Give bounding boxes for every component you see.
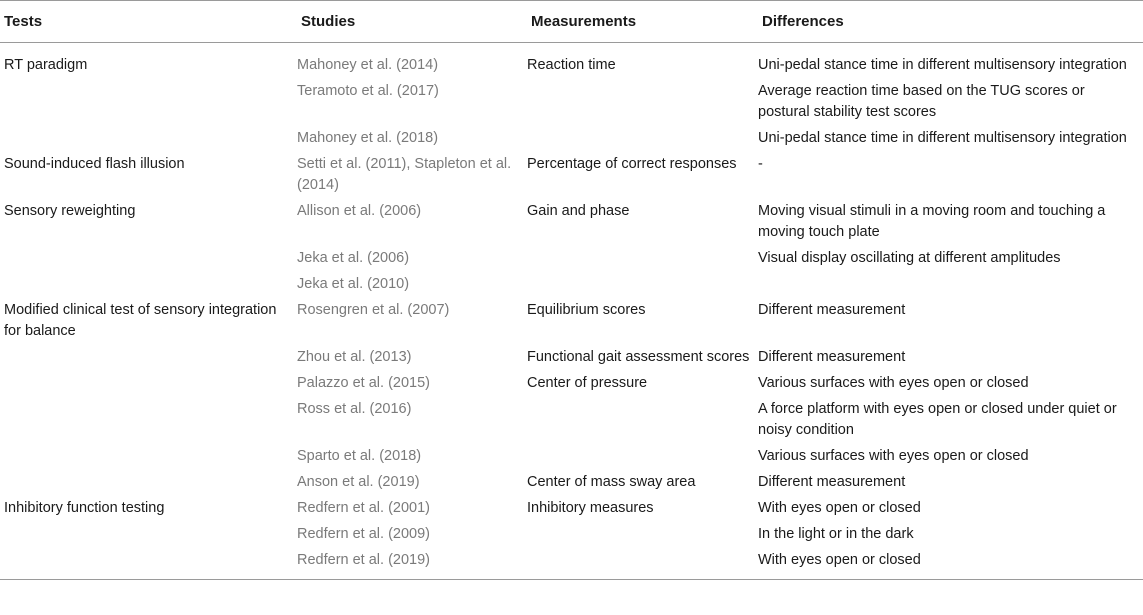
- difference-cell: Different measurement: [758, 349, 906, 365]
- study-cell: Palazzo et al. (2015): [297, 375, 430, 391]
- measurement-cell: Functional gait assessment scores: [527, 349, 750, 365]
- table-row: [0, 522, 1143, 548]
- test-cell: [0, 470, 297, 496]
- measurement-cell: Percentage of correct responses: [527, 156, 737, 172]
- test-cell: RT paradigm: [4, 57, 88, 73]
- measurement-cell: [527, 397, 758, 444]
- test-cell: [0, 272, 297, 298]
- table-row: [0, 272, 1143, 298]
- test-cell: [0, 246, 297, 272]
- measurement-cell: Inhibitory measures: [527, 500, 654, 516]
- measurement-cell: Equilibrium scores: [527, 302, 646, 318]
- test-cell: [0, 397, 297, 444]
- study-cell: Allison et al. (2006): [297, 203, 422, 219]
- table-row: [0, 152, 1143, 199]
- difference-cell: Average reaction time based on the TUG scores or postural stability test scores: [758, 83, 1085, 120]
- header-differences: Differences: [758, 1, 1143, 43]
- study-cell: Ross et al. (2016): [297, 401, 412, 417]
- study-cell: Anson et al. (2019): [297, 474, 420, 490]
- study-cell: Setti et al. (2011), Stapleton et al. (2014): [297, 156, 512, 193]
- table-row: [0, 397, 1143, 444]
- table-row: [0, 548, 1143, 580]
- measurement-cell: [527, 79, 758, 126]
- table-header: [0, 1, 1143, 43]
- measurement-cell: Center of mass sway area: [527, 474, 696, 490]
- table-body: [0, 43, 1143, 580]
- difference-cell: -: [758, 156, 763, 172]
- study-cell: Jeka et al. (2006): [297, 250, 410, 266]
- study-cell: Redfern et al. (2019): [297, 548, 527, 580]
- table-row: [0, 345, 1143, 371]
- measurement-cell: [527, 246, 758, 272]
- study-cell: Redfern et al. (2009): [297, 526, 430, 542]
- difference-cell: Uni-pedal stance time in different multisensory integration: [758, 130, 1127, 146]
- test-cell: [0, 126, 297, 152]
- test-cell: Sensory reweighting: [4, 203, 136, 219]
- table-row: [0, 199, 1143, 246]
- header-row: [0, 1, 1143, 43]
- test-cell: [0, 79, 297, 126]
- difference-cell: With eyes open or closed: [758, 500, 921, 516]
- difference-cell: Different measurement: [758, 474, 906, 490]
- difference-cell: Uni-pedal stance time in different multisensory integration: [758, 57, 1127, 73]
- table-row: [0, 444, 1143, 470]
- header-measurements: Measurements: [527, 1, 758, 43]
- test-cell: [0, 444, 297, 470]
- test-cell: Inhibitory function testing: [4, 500, 165, 516]
- study-cell: Rosengren et al. (2007): [297, 302, 450, 318]
- study-cell: Mahoney et al. (2014): [297, 57, 439, 73]
- table-row: [0, 246, 1143, 272]
- study-cell: Redfern et al. (2001): [297, 500, 430, 516]
- difference-cell: In the light or in the dark: [758, 526, 914, 542]
- measurement-cell: [527, 444, 758, 470]
- table-row: [0, 371, 1143, 397]
- test-cell: [0, 522, 297, 548]
- measurement-cell: [527, 272, 758, 298]
- difference-cell: Various surfaces with eyes open or closed: [758, 448, 1029, 464]
- table-row: [0, 79, 1143, 126]
- measurement-cell: Gain and phase: [527, 203, 630, 219]
- test-cell: Modified clinical test of sensory integration for balance: [4, 302, 277, 339]
- study-cell: Sparto et al. (2018): [297, 448, 422, 464]
- table-row: [0, 126, 1143, 152]
- difference-cell: A force platform with eyes open or closed under quiet or noisy condition: [758, 401, 1117, 438]
- test-cell: Sound-induced flash illusion: [4, 156, 185, 172]
- measurement-cell: Center of pressure: [527, 375, 648, 391]
- difference-cell: Different measurement: [758, 302, 906, 318]
- difference-cell: With eyes open or closed: [758, 548, 1143, 580]
- difference-cell: Various surfaces with eyes open or closed: [758, 375, 1029, 391]
- table-row: [0, 43, 1143, 79]
- difference-cell: Moving visual stimuli in a moving room and touching a moving touch plate: [758, 203, 1106, 240]
- study-cell: Zhou et al. (2013): [297, 349, 412, 365]
- difference-cell: [758, 272, 1143, 298]
- test-cell: [0, 548, 297, 580]
- study-cell: Teramoto et al. (2017): [297, 83, 439, 99]
- measurement-cell: [527, 548, 758, 580]
- measurement-cell: [527, 522, 758, 548]
- test-cell: [0, 371, 297, 397]
- measurement-cell: Reaction time: [527, 57, 616, 73]
- header-studies: Studies: [297, 1, 527, 43]
- table-row: [0, 298, 1143, 345]
- table-row: [0, 496, 1143, 522]
- study-cell: Jeka et al. (2010): [297, 276, 410, 292]
- header-tests: Tests: [0, 1, 297, 43]
- table-row: [0, 470, 1143, 496]
- measurement-cell: [527, 126, 758, 152]
- test-cell: [0, 345, 297, 371]
- difference-cell: Visual display oscillating at different amplitudes: [758, 250, 1061, 266]
- study-cell: Mahoney et al. (2018): [297, 130, 439, 146]
